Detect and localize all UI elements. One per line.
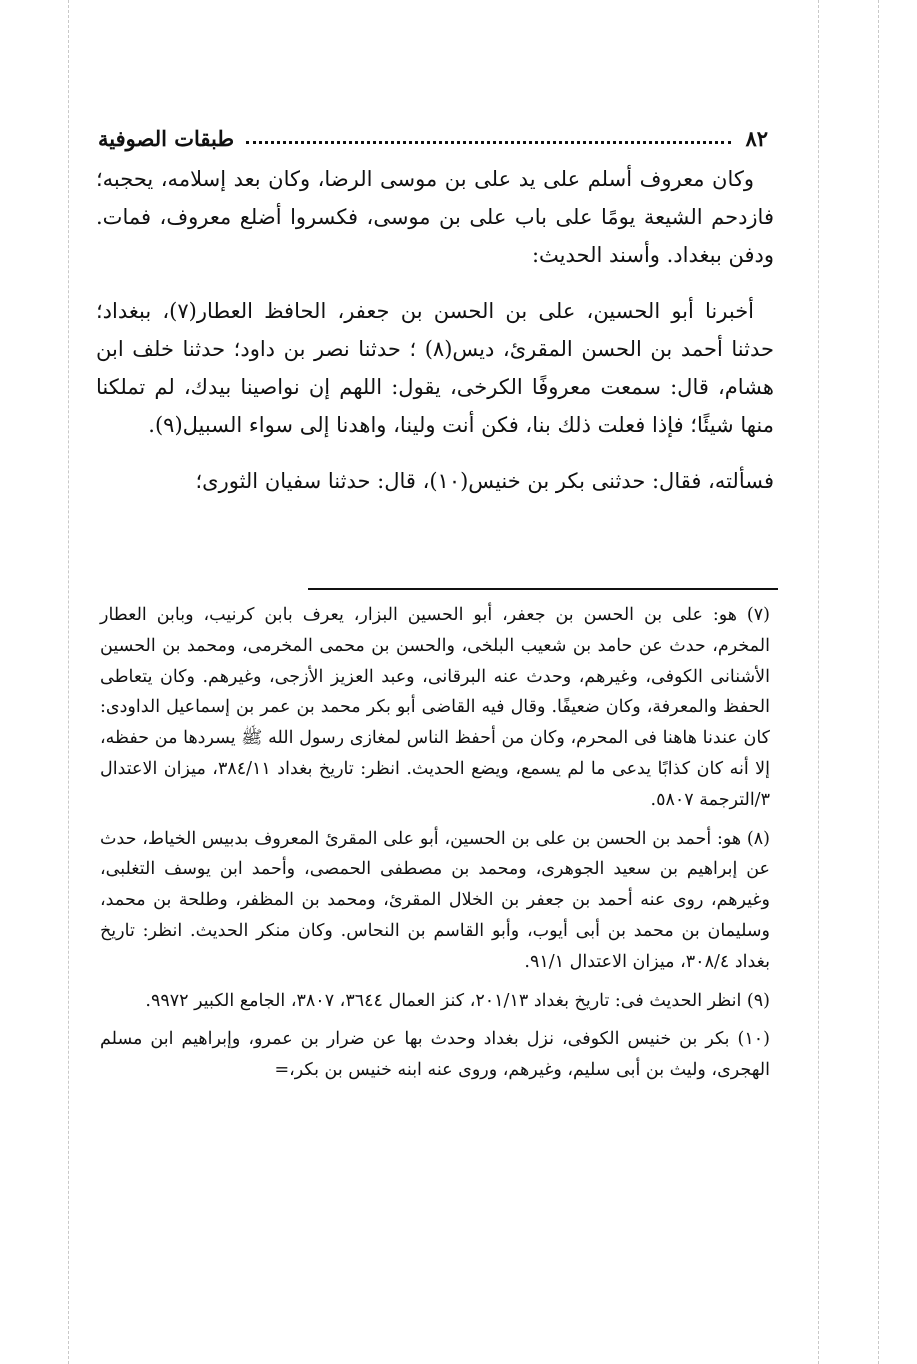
page-edge-line-left bbox=[68, 0, 69, 1364]
dotted-leader bbox=[246, 141, 731, 144]
main-paragraph-1: وكان معروف أسلم على يد على بن موسى الرضا، وكان بعد إسلامه، يحجبه؛ فازدحم الشيعة يومًا على باب على بن موسى، فكسروا أضلع معروف، فمات. ودفن ببغداد. وأسند الحديث: bbox=[96, 167, 774, 267]
main-paragraph-3: فسألته، فقال: حدثنى بكر بن خنيس(١٠)، قال: حدثنا سفيان الثورى؛ bbox=[195, 469, 774, 493]
footnote-7: (٧) هو: على بن الحسن بن جعفر، أبو الحسين البزار، يعرف بابن كرنيب، وبابن العطار المخرم، حدث عن حامد بن شعيب البلخى، والحسن بن محمى المخرمى، ومحمد بن الحسين الأشنانى الكوفى، وغيرهم، وحدث عنه البرقانى، وعبد العزيز الأزجى، وغيرهم. وكان يتعاطى الحفظ والمعرفة، وكان ضعيفًا. وقال فيه القاضى أبو بكر محمد بن عمر بن إسماعيل الداودى: كان عندنا هاهنا فى المحرم، وكان من أحفظ الناس لمغازى رسول الله ﷺ يسردها من حفظه، إلا أنه كان كذابًا يدعى ما لم يسمع، ويضع الحديث. انظر: تاريخ بغداد ٣٨٤/١١، ميزان الاعتدال ٣/الترجمة ٥٨٠٧. bbox=[100, 605, 770, 810]
main-paragraph-2: أخبرنا أبو الحسين، على بن الحسن بن جعفر، الحافظ العطار(٧)، ببغداد؛ حدثنا أحمد بن الحسن المقرئ، ديس(٨) ؛ حدثنا نصر بن داود؛ حدثنا خلف ابن هشام، قال: سمعت معروفًا الكرخى، يقول: اللهم إن نواصينا بيدك، لم تملكنا منها شيئًا؛ فإذا فعلت ذلك بنا، فكن أنت ولينا، واهدنا إلى سواء السبيل(٩). bbox=[96, 299, 774, 437]
footnote-8: (٨) هو: أحمد بن الحسن بن على بن الحسين، أبو على المقرئ المعروف بدبيس الخياط، حدث عن إبراهيم بن سعيد الجوهرى، ومحمد بن مصطفى الحمصى، وأحمد ابن يوسف التغلبى، وغيرهم، روى عنه أحمد بن جعفر بن الخلال المقرئ، ومحمد بن المظفر، وطلحة بن محمد، وسليمان بن محمد بن أبى أيوب، وأبو القاسم بن النحاس. وكان منكر الحديث. انظر: تاريخ بغداد ٣٠٨/٤، ميزان الاعتدال ٩١/١. bbox=[100, 828, 770, 972]
footnote-separator-rule bbox=[308, 588, 778, 590]
footnote-9: (٩) انظر الحديث فى: تاريخ بغداد ٢٠١/١٣، كنز العمال ٣٦٤٤، ٣٨٠٧، الجامع الكبير ٩٩٧٢. bbox=[145, 990, 770, 1011]
running-header bbox=[98, 120, 768, 156]
page-number: ٨٢ bbox=[745, 125, 768, 151]
footnote-10: (١٠) بكر بن خنيس الكوفى، نزل بغداد وحدث بها عن ضرار بن عمرو، وإبراهيم ابن مسلم الهجرى، وليث بن أبى سليم، وغيرهم، وروى عنه ابنه خنيس بن بكر،= bbox=[100, 1029, 770, 1081]
page-edge-line-right bbox=[818, 0, 819, 1364]
main-text-body bbox=[96, 160, 774, 500]
footnotes-section bbox=[100, 600, 770, 1094]
book-title: طبقات الصوفية bbox=[98, 125, 235, 151]
page-edge-line-far-right bbox=[878, 0, 879, 1364]
